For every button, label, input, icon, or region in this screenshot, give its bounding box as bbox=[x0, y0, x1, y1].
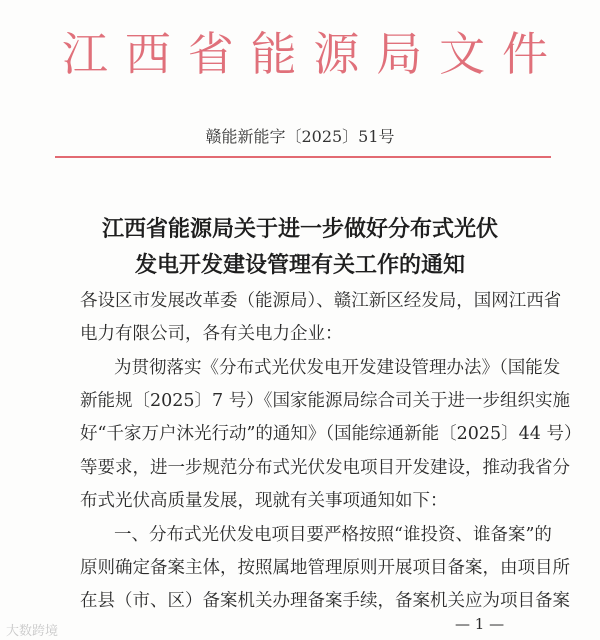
body-line: 各设区市发展改革委（能源局）、赣江新区经发局，国网江西省 bbox=[80, 291, 562, 311]
red-divider bbox=[55, 156, 551, 158]
body-line: 为贯彻落实《分布式光伏发电开发建设管理办法》（国能发 bbox=[114, 358, 561, 378]
document-number: 赣能新能字〔2025〕51号 bbox=[205, 127, 395, 146]
body-line: 布式光伏高质量发展，现就有关事项通知如下： bbox=[80, 491, 448, 511]
body-line: 好“千家万户沐光行动”的通知》（国能综通新能〔2025〕44 号） bbox=[80, 424, 582, 444]
body-line: 在县（市、区）备案机关办理备案手续，备案机关应为项目备案 bbox=[80, 591, 570, 611]
title-line-2: 发电开发建设管理有关工作的通知 bbox=[134, 252, 465, 278]
title-line-1: 江西省能源局关于进一步做好分布式光伏 bbox=[101, 216, 498, 242]
document-masthead: 江西省能源局文件 bbox=[62, 27, 550, 81]
body-line: 原则确定备案主体，按照属地管理原则开展项目备案，由项目所 bbox=[80, 558, 570, 578]
watermark: 大数跨境 bbox=[6, 624, 59, 639]
body-line: 电力有限公司，各有关电力企业： bbox=[80, 324, 343, 344]
body-line: 新能规〔2025〕7 号）《国家能源局综合司关于进一步组织实施 bbox=[80, 391, 570, 411]
body-line: 等要求，进一步规范分布式光伏发电项目开发建设，推动我省分 bbox=[80, 458, 570, 478]
page-number: — 1 — bbox=[455, 615, 505, 633]
body-line: 一、分布式光伏发电项目要严格按照“谁投资、谁备案”的 bbox=[114, 525, 552, 545]
